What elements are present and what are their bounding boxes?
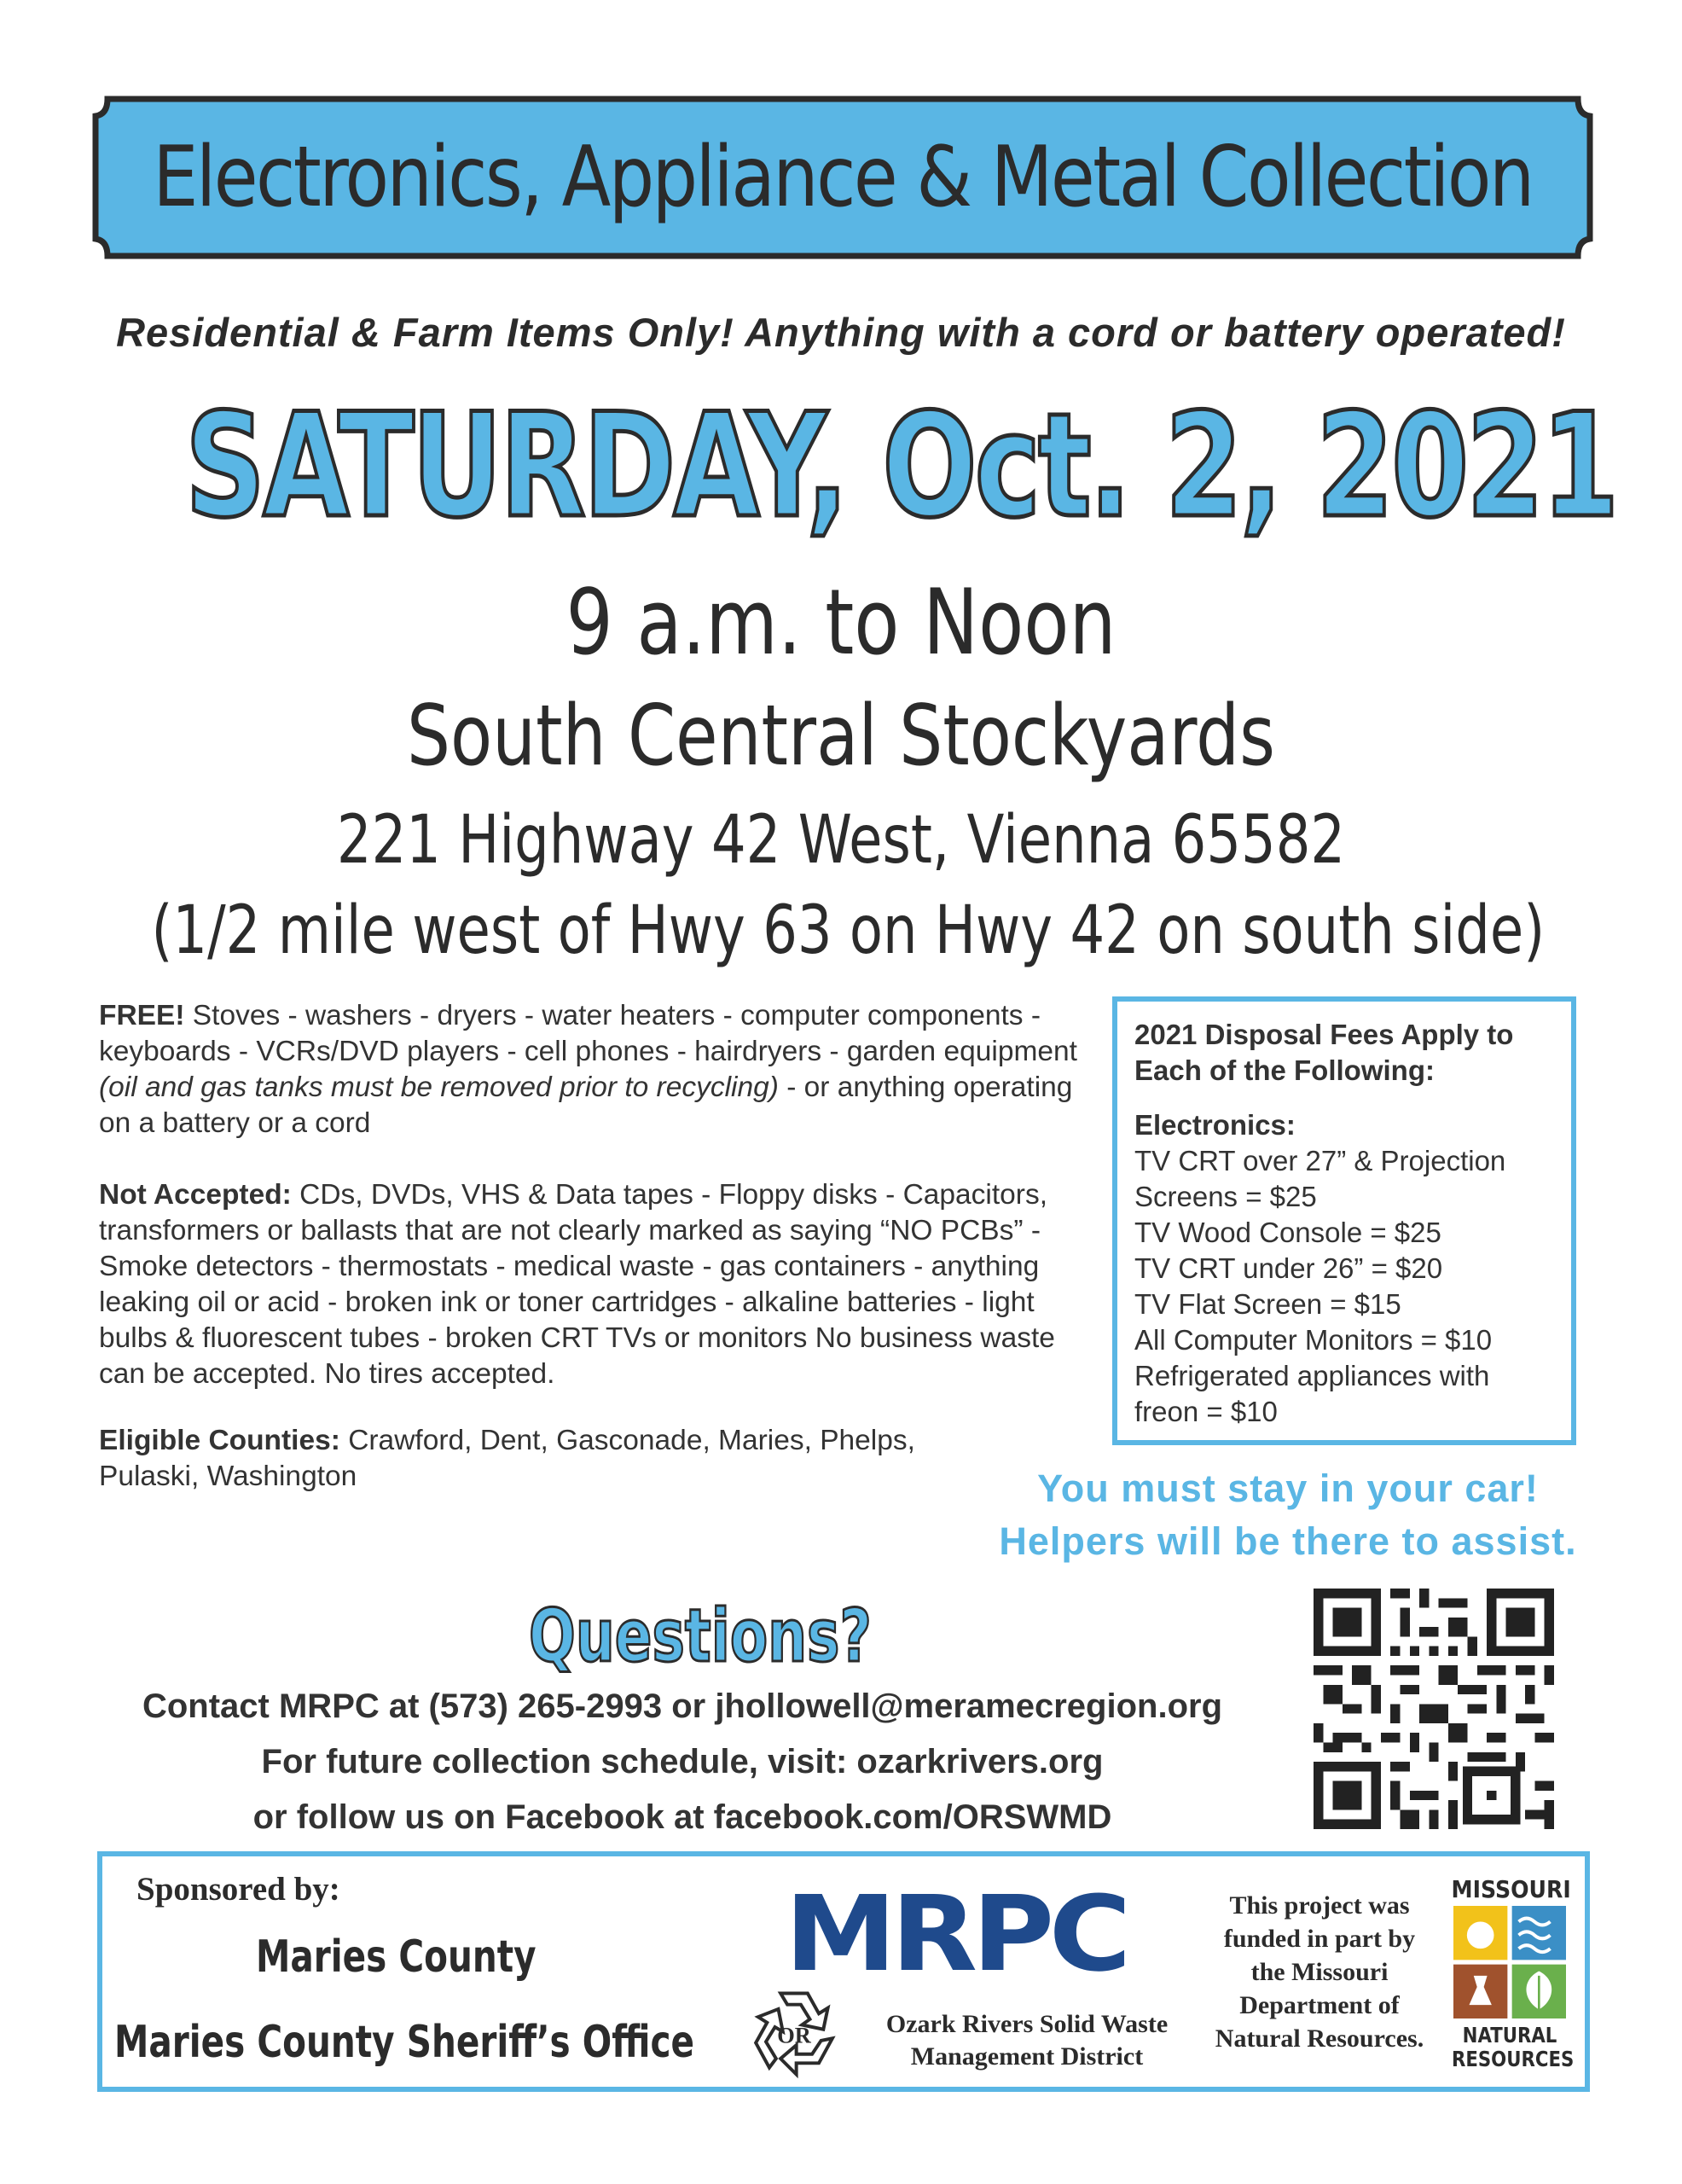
- questions-heading: Questions?: [529, 1594, 872, 1679]
- qr-code[interactable]: [1314, 1589, 1554, 1829]
- funding-line: This project was: [1229, 1891, 1410, 1920]
- recycle-logo-icon: [738, 1978, 850, 2090]
- missouri-label: MISSOURI: [1451, 1875, 1571, 1903]
- resources-label: RESOURCES: [1452, 2047, 1575, 2071]
- ozark-line-2: Management District: [910, 2042, 1144, 2071]
- funding-line: Natural Resources.: [1215, 2024, 1424, 2053]
- counties-text: Crawford, Dent, Gasconade, Maries, Phelps, Pulaski, Washington: [99, 1425, 915, 1492]
- fee-item: TV CRT under 26” = $20: [1134, 1252, 1443, 1284]
- event-directions: (1/2 mile west of Hwy 63 on Hwy 42 on south side): [151, 892, 1546, 969]
- event-date: SATURDAY, Oct. 2, 2021: [184, 382, 1617, 549]
- event-venue: South Central Stockyards: [406, 688, 1276, 785]
- counties-label: Eligible Counties:: [99, 1425, 340, 1456]
- svg-text:OR: OR: [777, 2022, 811, 2048]
- fee-item: TV CRT over 27” & Projection: [1134, 1145, 1506, 1176]
- flyer-title: Electronics, Appliance & Metal Collection: [153, 129, 1533, 226]
- sponsored-by-label: Sponsored by:: [136, 1871, 340, 1908]
- disposal-fees-box: [1112, 996, 1576, 1445]
- mrpc-logo: MRPC: [785, 1873, 1126, 1995]
- not-accepted-paragraph: [99, 1177, 1104, 1392]
- free-items-paragraph: [99, 998, 1104, 1141]
- fee-item: TV Flat Screen = $15: [1134, 1288, 1401, 1320]
- sponsor-sheriffs-office: Maries County Sheriff’s Office: [114, 2017, 695, 2068]
- stay-line-1: You must stay in your car!: [1037, 1467, 1539, 1510]
- eligible-counties-paragraph: [99, 1423, 952, 1495]
- sponsor-box: [97, 1851, 1590, 2092]
- contact-line: Contact MRPC at (573) 265-2993 or jhollowell@meramecregion.org: [142, 1687, 1222, 1725]
- fees-header-line-2: Each of the Following:: [1134, 1054, 1435, 1086]
- funding-line: Department of: [1239, 1991, 1400, 2019]
- free-note: (oil and gas tanks must be removed prior to recycling): [99, 1072, 779, 1103]
- ozark-rivers-name: [848, 2008, 1206, 2073]
- funding-line: the Missouri: [1250, 1958, 1389, 1986]
- fee-item: All Computer Monitors = $10: [1134, 1324, 1493, 1356]
- fees-section-label: Electronics:: [1134, 1109, 1296, 1141]
- fee-item: Screens = $25: [1134, 1181, 1317, 1212]
- ozark-line-1: Ozark Rivers Solid Waste: [885, 2010, 1169, 2038]
- dnr-logo-icon: [1453, 1906, 1566, 2018]
- free-text-end: - or anything operating on a battery or a cord: [99, 1072, 1073, 1139]
- free-text: Stoves - washers - dryers - water heaters - computer components - keyboards - VCRs/DVD players - cell phones - hairdryers - garden equipment: [99, 1000, 1077, 1067]
- funding-statement: [1196, 1889, 1443, 2055]
- not-accepted-label: Not Accepted:: [99, 1179, 292, 1211]
- natural-label: NATURAL: [1462, 2023, 1557, 2048]
- schedule-line: For future collection schedule, visit: ozarkrivers.org: [261, 1743, 1104, 1780]
- facebook-line: or follow us on Facebook at facebook.com/ORSWMD: [252, 1798, 1112, 1836]
- free-label: FREE!: [99, 1000, 185, 1031]
- fee-item: Refrigerated appliances with: [1134, 1360, 1490, 1391]
- fees-header-line-1: 2021 Disposal Fees Apply to: [1134, 1019, 1514, 1050]
- funding-line: funded in part by: [1223, 1925, 1416, 1953]
- stay-line-2: Helpers will be there to assist.: [999, 1519, 1577, 1563]
- not-accepted-text: CDs, DVDs, VHS & Data tapes - Floppy disks - Capacitors, transformers or ballasts that are not clearly marked as saying “NO PCBs” - Smoke detectors - thermostats - medical waste - gas containers - anything leaking oil or acid - broken ink or toner cartridges - alkaline batteries - light bulbs & fluorescent tubes - broken CRT TVs or monitors No business waste can be accepted. No tires accepted.: [99, 1179, 1055, 1390]
- title-banner: [92, 96, 1593, 259]
- natural-resources-label: [1452, 2023, 1575, 2071]
- event-address: 221 Highway 42 West, Vienna 65582: [336, 802, 1346, 879]
- subtitle: Residential & Farm Items Only! Anything with a cord or battery operated!: [116, 310, 1566, 355]
- event-time: 9 a.m. to Noon: [566, 570, 1116, 675]
- fee-item: TV Wood Console = $25: [1134, 1217, 1441, 1248]
- stay-in-car-notice: [904, 1462, 1672, 1568]
- sponsor-maries-county: Maries County: [256, 1931, 536, 1983]
- fee-item: freon = $10: [1134, 1396, 1278, 1427]
